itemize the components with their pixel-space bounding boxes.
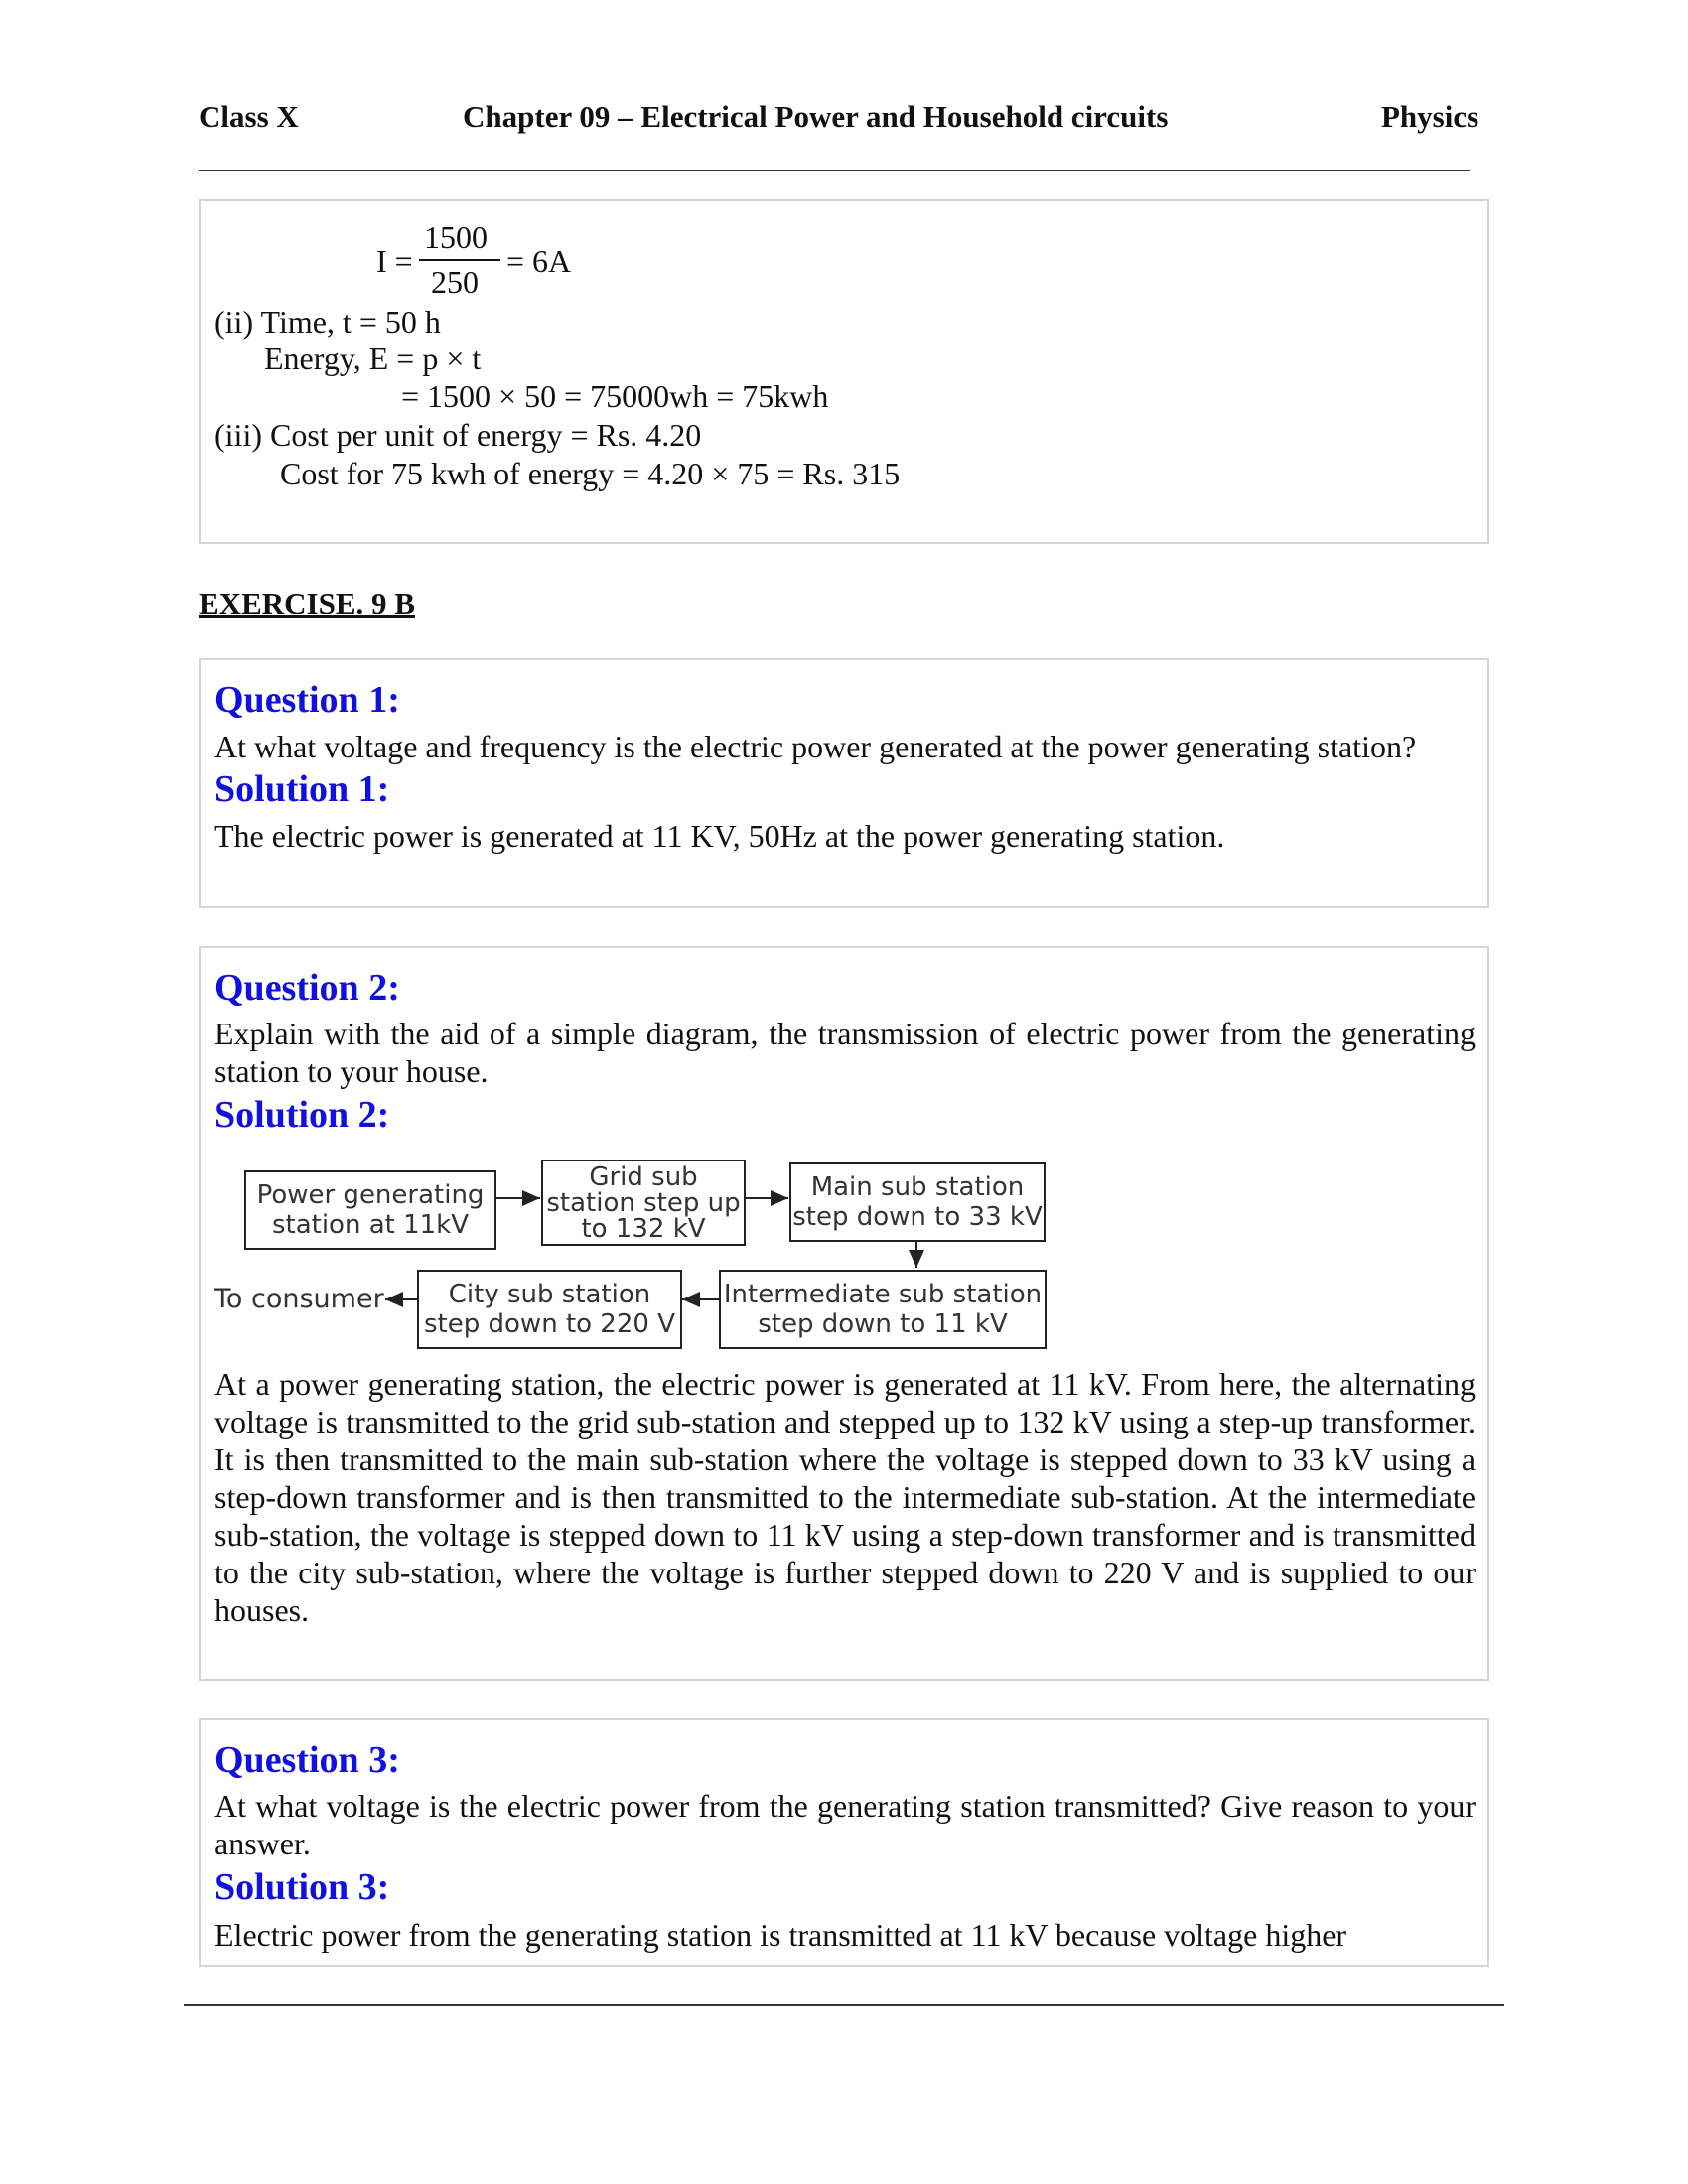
to-consumer-label: To consumer [214,1284,384,1314]
main-line-2: step down to 33 kV [792,1202,1043,1232]
power-station-line-1: Power generating [256,1180,485,1210]
power-station-line-2: station at 11kV [271,1210,470,1240]
header-class: Class X [199,99,299,134]
power-station-box [244,1170,496,1250]
intermediate-substation-box [719,1270,1047,1349]
header-subject: Physics [1381,99,1479,134]
calc-energy-value: = 1500 × 50 = 75000wh = 75kwh [401,378,829,414]
question-2-label: Question 2: [214,967,400,1009]
solution-1-label: Solution 1: [214,768,390,810]
grid-line-2: station step up [546,1187,741,1218]
header-rule [199,170,1470,171]
header-chapter: Chapter 09 – Electrical Power and Household circuits [463,99,1169,134]
grid-line-3: to 132 kV [581,1213,706,1244]
grid-substation-box [541,1160,746,1246]
main-substation-box [789,1162,1046,1242]
solution-3-label: Solution 3: [214,1866,390,1908]
calc-numerator: 1500 [424,219,488,255]
question-3-label: Question 3: [214,1739,400,1781]
solution-1-text: The electric power is generated at 11 KV, 50Hz at the power generating station. [214,818,1225,854]
calc-denominator: 250 [431,264,479,300]
question-1-text: At what voltage and frequency is the electric power generated at the power generating station? [214,729,1417,764]
city-substation-box [417,1270,682,1349]
solution-3-text: Electric power from the generating station is transmitted at 11 kV because voltage higher [214,1917,1347,1953]
calc-total-cost: Cost for 75 kwh of energy = 4.20 × 75 = Rs. 315 [280,456,901,491]
calc-time: (ii) Time, t = 50 h [214,304,441,340]
footer-rule [184,2004,1504,2006]
calc-result: = 6A [506,243,572,279]
question-1-box [199,658,1489,908]
question-3-box [199,1718,1489,1967]
city-line-2: step down to 220 V [424,1309,675,1339]
exercise-title: EXERCISE. 9 B [199,586,415,620]
fraction-line [419,259,500,261]
main-line-1: Main sub station [810,1172,1025,1202]
calc-lhs: I = [376,243,413,279]
grid-line-1: Grid sub [589,1161,698,1192]
city-line-1: City sub station [448,1280,651,1309]
intermediate-line-1: Intermediate sub station [723,1280,1043,1309]
calculation-box [199,199,1489,544]
calc-energy: Energy, E = p × t [264,341,482,376]
transmission-diagram [201,1157,1491,1339]
intermediate-line-2: step down to 11 kV [758,1309,1008,1339]
calc-cost-per-unit: (iii) Cost per unit of energy = Rs. 4.20 [214,417,702,453]
question-1-label: Question 1: [214,679,400,721]
solution-2-text: At a power generating station, the electric power is generated at 11 kV. From here, the alternating voltage is transmitted to the grid sub-station and stepped up to 132 kV using a step-up transformer. It is then transmitted to the main sub-station where the voltage is stepped down to 33 kV using a step-down transformer and is then transmitted to the intermediate sub-station. At the intermediate sub-station, the voltage is stepped down to 11 kV using a step-down transformer and is transmitted to the city sub-station, where the voltage is further stepped down to 220 V and is supplied to our houses. [214,1366,1476,1628]
question-2-text: Explain with the aid of a simple diagram, the transmission of electric power from the generating station to your house. [214,1016,1476,1089]
question-2-box [199,946,1489,1681]
question-3-text: At what voltage is the electric power from the generating station transmitted? Give reason to your answer. [214,1788,1476,1861]
solution-2-label: Solution 2: [214,1094,390,1136]
